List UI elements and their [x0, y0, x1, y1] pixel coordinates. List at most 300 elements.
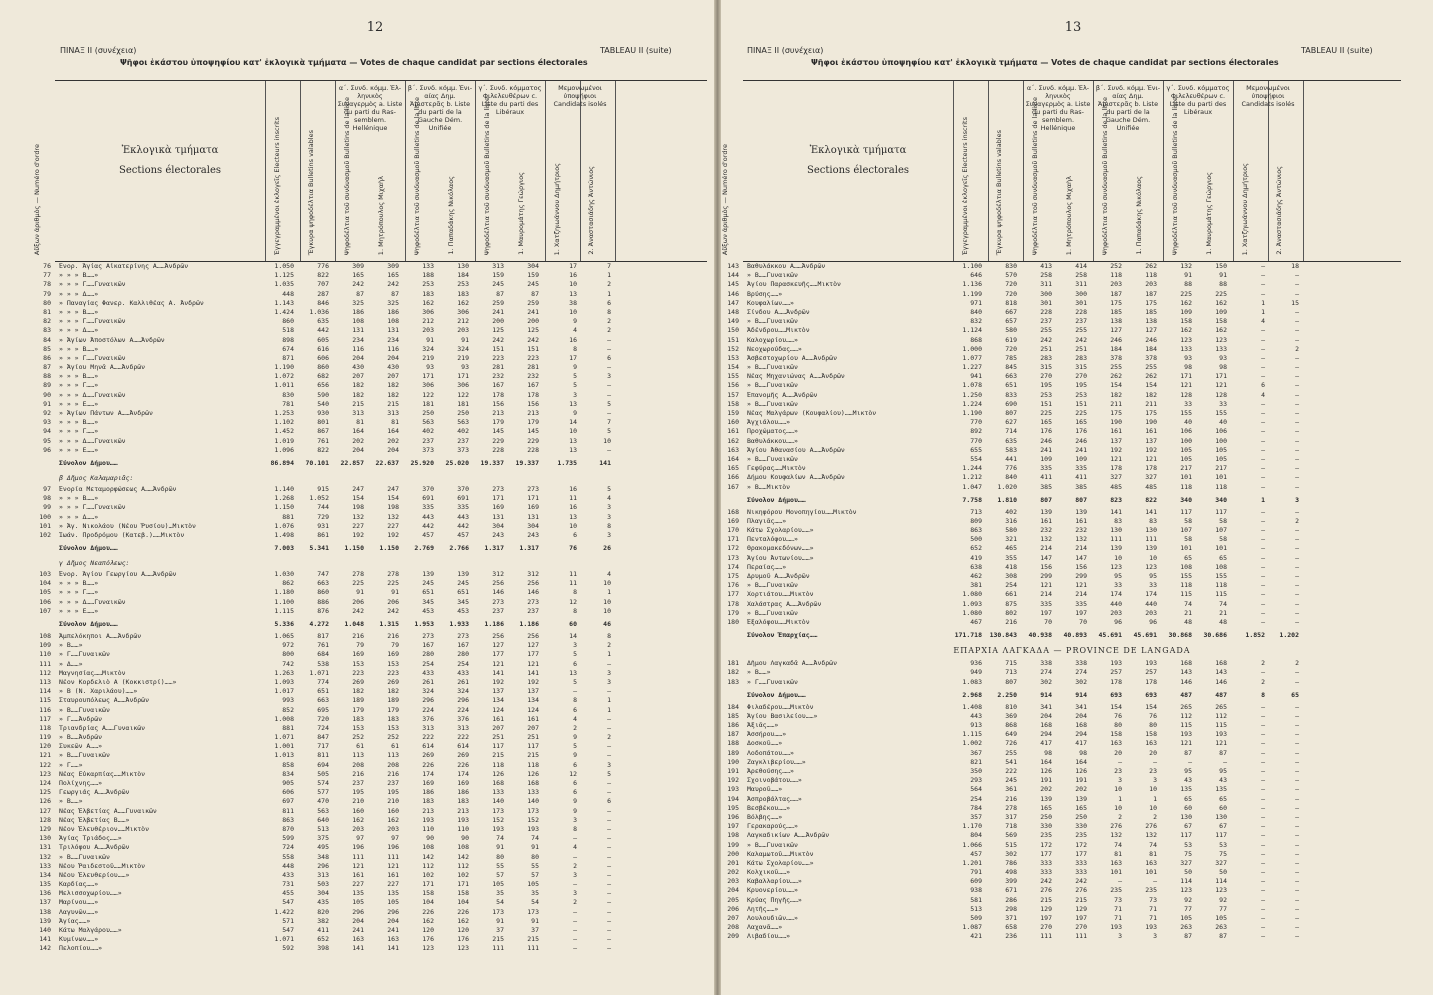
vote-cell: 98 [1219, 363, 1227, 372]
vote-cell: 83 [1149, 516, 1157, 525]
vote-cell: 724 [317, 723, 329, 732]
vote-cell: 112 [1180, 711, 1192, 720]
section-name: Θρακομακεδόνων……» [747, 544, 814, 553]
vote-cell: 108 [1180, 562, 1192, 571]
vote-cell: 101 [1215, 544, 1227, 553]
section-name: Ἀδένδρου……Μικτὸν [747, 326, 810, 335]
vote-cell: 1.115 [962, 730, 982, 739]
vote-cell: 151 [527, 344, 539, 353]
section-name: Ἰωάν. Προδρόμου (Κατεβ.)……Μικτὸν [59, 530, 185, 539]
vote-cell: 111 [387, 852, 399, 861]
vote-cell: — [573, 935, 577, 944]
vote-cell: — [1261, 326, 1265, 335]
vote-cell: 375 [317, 834, 329, 843]
vote-cell: 269 [387, 677, 399, 686]
vote-cell: 2 [573, 898, 577, 907]
vote-cell: 340 [1215, 495, 1227, 504]
row-number: 93 [43, 418, 51, 427]
table-ref-fr: TABLEAU II (suite) [600, 46, 672, 55]
vote-cell: 140 [527, 797, 539, 806]
vote-cell: — [1295, 535, 1299, 544]
vote-cell: 150 [1215, 262, 1227, 270]
vote-cell: 65 [1184, 794, 1192, 803]
vote-cell: 203 [352, 824, 364, 833]
vote-cell: 197 [1040, 608, 1052, 617]
table-row [43, 436, 707, 446]
vote-cell: 87 [356, 289, 364, 298]
vote-cell: — [607, 390, 611, 399]
table-row [43, 335, 707, 345]
vote-cell: 280 [457, 650, 469, 659]
table-row [727, 923, 1401, 932]
vote-cell: 225 [1040, 409, 1052, 417]
vote-cell: 182 [387, 390, 399, 399]
table-row [39, 769, 707, 779]
vote-cell: — [1295, 812, 1299, 821]
vote-cell: 154 [1145, 702, 1157, 711]
vote-cell: 174 [457, 769, 469, 778]
vote-cell: 881 [282, 723, 294, 732]
section-name: Προχώματος……» [747, 427, 798, 436]
vote-cell: 691 [457, 494, 469, 503]
vote-cell: 5 [573, 372, 577, 381]
vote-cell: 1.011 [274, 381, 294, 390]
vote-cell: 19.337 [480, 458, 504, 467]
vote-cell: — [1261, 289, 1265, 298]
vote-cell: 217 [1215, 464, 1227, 473]
vote-cell: 92 [1219, 895, 1227, 904]
vote-cell: 385 [1040, 482, 1052, 491]
vote-cell: 606 [317, 353, 329, 362]
vote-cell: 235 [1075, 831, 1087, 840]
vote-cell: 16 [569, 271, 577, 280]
vote-cell: 171 [1215, 372, 1227, 381]
vote-cell: — [1261, 617, 1265, 626]
vote-cell: 139 [1075, 507, 1087, 516]
section-name: Ἄγίου Παρασκευῆς……Μικτὸν [747, 280, 841, 289]
vote-cell: 1 [607, 705, 611, 714]
table-row [727, 895, 1401, 905]
vote-cell: — [607, 751, 611, 760]
vote-cell: 70 [1044, 617, 1052, 626]
vote-cell: 134 [527, 696, 539, 705]
vote-cell: 3 [607, 760, 611, 769]
vote-cell: — [1261, 711, 1265, 720]
vote-cell: 241 [1075, 445, 1087, 454]
vote-cell: 4 [607, 570, 611, 579]
vote-cell: — [1261, 702, 1265, 711]
vote-cell: 1.810 [997, 495, 1017, 504]
vote-cell: 158 [422, 889, 434, 898]
vote-cell: 1.071 [274, 935, 294, 944]
vote-cell: 153 [387, 723, 399, 732]
vote-cell: 485 [1145, 482, 1157, 491]
vote-cell: 276 [1110, 822, 1122, 831]
vote-cell: 287 [317, 289, 329, 298]
section-name: » Β……Μικτὸν [747, 482, 791, 491]
column-rule [1303, 81, 1304, 261]
vote-cell: 577 [317, 788, 329, 797]
row-number: 194 [727, 794, 739, 803]
vote-cell: 121 [527, 659, 539, 668]
vote-cell: 127 [1110, 326, 1122, 335]
row-number: 183 [727, 677, 739, 686]
vote-cell: 241 [387, 926, 399, 934]
vote-cell: 110 [457, 824, 469, 833]
vote-cell: 259 [527, 298, 539, 307]
vote-cell: 5 [607, 427, 611, 436]
vote-cell: 273 [422, 632, 434, 640]
page-number: 13 [1064, 20, 1082, 35]
vote-cell: 361 [1005, 785, 1017, 794]
vote-cell: — [607, 843, 611, 852]
vote-cell: 219 [422, 353, 434, 362]
vote-cell: 770 [970, 418, 982, 427]
vote-cell: 304 [317, 889, 329, 898]
row-number: 111 [39, 659, 51, 668]
page-number: 12 [366, 20, 384, 35]
vote-cell: 232 [1075, 526, 1087, 535]
vote-cell: 117 [1215, 831, 1227, 840]
vote-cell: 330 [1075, 822, 1087, 831]
section-name: Δήμου Κουφαλίων Α……Ἀνδρῶν [747, 473, 845, 482]
vote-cell: — [607, 659, 611, 668]
vote-cell: 1.125 [274, 271, 294, 280]
vote-cell: 308 [1005, 572, 1017, 580]
vote-cell: 33 [1219, 399, 1227, 408]
section-name: » Β (Ν. Χαριλάου)……» [59, 687, 138, 696]
vote-cell: 278 [387, 570, 399, 579]
vote-cell: 113 [387, 751, 399, 760]
vote-cell: 2 [607, 733, 611, 742]
vote-cell: — [1295, 858, 1299, 867]
vote-cell: 242 [1040, 335, 1052, 344]
vote-cell: — [1295, 877, 1299, 886]
vote-cell: 807 [1005, 409, 1017, 417]
vote-cell: 1.933 [449, 620, 469, 628]
section-name: Κρύας Πηγῆς……» [747, 895, 802, 904]
table-row [39, 797, 707, 806]
vote-cell: 151 [492, 344, 504, 353]
vote-cell: 13 [569, 436, 577, 445]
vote-cell: 325 [387, 298, 399, 307]
vote-cell: 130 [457, 262, 469, 270]
vote-cell: — [573, 852, 577, 861]
vote-cell: 118 [492, 760, 504, 769]
vote-cell: 91 [1184, 271, 1192, 280]
vote-cell: 242 [352, 606, 364, 615]
vote-cell: 214 [1040, 590, 1052, 599]
vote-cell: 341 [1040, 702, 1052, 711]
vote-cell: 509 [970, 914, 982, 922]
vote-cell: 124 [492, 705, 504, 714]
vote-cell: 162 [1180, 326, 1192, 335]
vote-cell: 411 [317, 926, 329, 934]
vote-cell: — [607, 742, 611, 751]
vote-cell: 868 [970, 335, 982, 344]
vote-cell: 254 [457, 659, 469, 668]
vote-cell: 117 [492, 742, 504, 751]
vote-cell: 215 [527, 751, 539, 760]
vote-cell: 930 [317, 409, 329, 417]
vote-cell: 177 [1075, 849, 1087, 858]
vote-cell: 241 [492, 307, 504, 316]
vote-cell: 141 [387, 944, 399, 953]
column-header: 1. Παπαδάκης Νικόλαος [1135, 176, 1143, 255]
district-heading [55, 556, 707, 570]
vote-cell: 111 [1110, 535, 1122, 544]
vote-cell: 306 [422, 381, 434, 390]
row-number: 169 [727, 516, 739, 525]
vote-cell: 141 [1145, 507, 1157, 516]
vote-cell: — [1295, 767, 1299, 775]
vote-cell: 127 [527, 641, 539, 650]
vote-cell: — [607, 687, 611, 696]
vote-cell: 256 [527, 579, 539, 588]
vote-cell: 79 [391, 641, 399, 650]
vote-cell: 574 [317, 779, 329, 787]
vote-cell: 1.268 [274, 494, 294, 503]
section-name: » » » Δ……» [59, 512, 99, 521]
vote-cell: — [1261, 482, 1265, 491]
vote-cell: — [1295, 608, 1299, 617]
vote-cell: — [1261, 730, 1265, 739]
vote-cell: 9 [573, 363, 577, 372]
section-name: » Β……» [59, 641, 83, 650]
vote-cell: — [607, 861, 611, 870]
vote-cell: 330 [1040, 822, 1052, 831]
vote-cell: 105 [492, 880, 504, 889]
section-name: Καβαλλαρίου……» [747, 877, 802, 886]
vote-cell: 35 [531, 889, 539, 898]
vote-cell: 1.735 [557, 458, 577, 467]
section-name: Λαγκαδικίων Α……Ἀνδρῶν [747, 831, 830, 840]
row-number: 144 [727, 271, 739, 280]
row-number: 130 [39, 834, 51, 843]
vote-cell: — [1295, 677, 1299, 686]
vote-cell: 1.077 [962, 353, 982, 362]
section-name: Κάτω Σχολαρίου……» [747, 526, 814, 535]
column-header: 1. Παπαδάκης Νικόλαος [447, 176, 455, 255]
vote-cell: 6 [573, 779, 577, 787]
vote-cell: 1.199 [962, 289, 982, 298]
vote-cell: 802 [1005, 608, 1017, 617]
vote-cell: 121 [1040, 581, 1052, 590]
vote-cell: 187 [1110, 289, 1122, 298]
vote-cell: 179 [352, 705, 364, 714]
vote-cell: 10 [1114, 785, 1122, 794]
vote-cell: 583 [1005, 445, 1017, 454]
vote-cell: 151 [1040, 399, 1052, 408]
vote-cell: 207 [527, 723, 539, 732]
vote-cell: 1.048 [344, 620, 364, 628]
vote-cell: 45.691 [1098, 631, 1122, 640]
vote-cell: 905 [282, 779, 294, 787]
vote-cell: 203 [1110, 280, 1122, 289]
vote-cell: 671 [1005, 886, 1017, 895]
table-row [39, 889, 707, 898]
vote-cell: 198 [387, 503, 399, 512]
vote-cell: 61 [391, 742, 399, 751]
vote-cell: 241 [527, 307, 539, 316]
vote-cell: 941 [970, 372, 982, 381]
vote-cell: 154 [1110, 381, 1122, 390]
vote-cell: — [607, 788, 611, 797]
vote-cell: — [607, 916, 611, 925]
vote-cell: 217 [1180, 464, 1192, 473]
vote-cell: 265 [1180, 702, 1192, 711]
vote-cell: — [1261, 516, 1265, 525]
vote-cell: 97 [356, 834, 364, 843]
vote-cell: 263 [1215, 923, 1227, 932]
vote-cell: 251 [492, 733, 504, 742]
section-name: Μαρίνου……» [59, 898, 99, 907]
vote-cell: 822 [1145, 495, 1157, 504]
section-name: Νέας Ἐλβετίας Β……» [59, 815, 130, 824]
section-name: Βαθυλάκκου Α……Ἀνδρῶν [747, 262, 826, 270]
vote-cell: 65 [1219, 794, 1227, 803]
vote-cell: 236 [1005, 932, 1017, 941]
row-number: 103 [39, 570, 51, 579]
section-name: Μαυροῦ……» [747, 785, 783, 794]
vote-cell: 175 [1110, 409, 1122, 417]
vote-cell: 237 [527, 606, 539, 615]
row-number: 162 [727, 436, 739, 445]
vote-cell: 234 [387, 335, 399, 344]
row-number: 199 [727, 840, 739, 849]
table-row [43, 344, 707, 354]
vote-cell: 304 [527, 521, 539, 530]
vote-cell: 860 [317, 363, 329, 372]
row-number: 109 [39, 641, 51, 650]
section-name: Ἀσπροβάλτας……» [747, 794, 802, 803]
vote-cell: 614 [457, 742, 469, 751]
vote-cell: 164 [387, 427, 399, 436]
vote-cell: 306 [457, 307, 469, 316]
vote-cell: 442 [422, 521, 434, 530]
vote-cell: 10 [1114, 553, 1122, 562]
vote-cell: 1.030 [274, 570, 294, 579]
vote-cell: 76 [1114, 711, 1122, 720]
vote-cell: 101 [1110, 868, 1122, 877]
vote-cell: — [1261, 721, 1265, 730]
column-header: Ἐγγεγραμμένοι ἐκλογεῖς Electeurs inscrits [273, 117, 281, 255]
vote-cell: 1.066 [962, 840, 982, 849]
vote-cell: — [607, 870, 611, 879]
vote-cell: 270 [1040, 372, 1052, 381]
vote-cell: — [1261, 399, 1265, 408]
vote-cell: 538 [317, 659, 329, 668]
vote-cell: 211 [1110, 399, 1122, 408]
vote-cell: 1.102 [274, 418, 294, 427]
vote-cell: 25.020 [445, 458, 469, 467]
vote-cell: 58 [1184, 516, 1192, 525]
vote-cell: 655 [970, 445, 982, 454]
vote-cell: 20 [1114, 748, 1122, 757]
table-row [43, 317, 707, 326]
vote-cell: 327 [1215, 858, 1227, 867]
vote-cell: 179 [527, 418, 539, 427]
row-number: 95 [43, 436, 51, 445]
vote-cell: 153 [387, 659, 399, 668]
table-row [727, 436, 1401, 446]
vote-cell: 467 [970, 617, 982, 626]
vote-cell: 3 [607, 512, 611, 521]
vote-cell: 807 [1005, 677, 1017, 686]
section-name: Πλαγιᾶς……» [747, 516, 787, 525]
vote-cell: 770 [970, 436, 982, 445]
vote-cell: 1 [607, 271, 611, 280]
vote-cell: — [1295, 785, 1299, 794]
vote-cell: 189 [352, 696, 364, 705]
vote-cell: 421 [970, 932, 982, 941]
section-name: Βεσβέκου……» [747, 803, 791, 812]
vote-cell: 132 [1145, 831, 1157, 840]
vote-cell: 243 [527, 530, 539, 539]
vote-cell: 183 [352, 714, 364, 723]
vote-cell: 237 [387, 779, 399, 787]
vote-cell: 6 [573, 705, 577, 714]
vote-cell: 105 [1180, 914, 1192, 922]
vote-cell: 1.317 [519, 544, 539, 553]
vote-cell: 262 [1145, 372, 1157, 381]
vote-cell: 131 [352, 326, 364, 335]
section-name: » Παναγίας Φανερ. Καλλιθέας Α. Ἀνδρῶν [59, 298, 204, 307]
vote-cell: 663 [1005, 372, 1017, 381]
vote-cell: — [1295, 581, 1299, 590]
vote-cell: 135 [352, 889, 364, 898]
vote-cell: 2 [607, 641, 611, 650]
row-number: 152 [727, 344, 739, 353]
column-header: Ψηφοδέλτια τοῦ συνδυασμοῦ Bulletins de la liste [1031, 96, 1039, 255]
section-name: Γεωργιάς Α……Ἀνδρῶν [59, 788, 130, 797]
vote-cell: 177 [527, 650, 539, 659]
vote-cell: 313 [317, 870, 329, 879]
vote-cell: — [1295, 776, 1299, 785]
vote-cell: 635 [1005, 436, 1017, 445]
table-row [727, 794, 1401, 804]
vote-cell: 164 [1075, 757, 1087, 766]
table-row [727, 831, 1401, 840]
vote-cell: — [1261, 599, 1265, 608]
row-number: 140 [39, 926, 51, 934]
column-header: 1. Μαυρομάτης Γεώργιος [517, 172, 525, 255]
section-name: Νέον Ἐλευθέριον……Μικτὸν [59, 824, 150, 833]
vote-cell: 183 [422, 289, 434, 298]
vote-cell: — [1295, 507, 1299, 516]
vote-cell: 10 [603, 579, 611, 588]
row-number: 171 [727, 535, 739, 544]
section-name: » Β……Γυναικῶν [747, 399, 798, 408]
vote-cell: 1.315 [379, 620, 399, 628]
column-rule [1163, 81, 1164, 261]
vote-cell: — [1261, 668, 1265, 677]
vote-cell: 333 [1075, 868, 1087, 877]
table-row [727, 932, 1401, 941]
vote-cell: 1.190 [274, 363, 294, 372]
vote-cell: 350 [970, 767, 982, 775]
table-row [43, 381, 707, 390]
vote-cell: 13 [569, 668, 577, 677]
vote-cell: 269 [422, 751, 434, 760]
vote-cell: 1.143 [274, 298, 294, 307]
vote-cell: 294 [1040, 730, 1052, 739]
row-number: 112 [39, 668, 51, 677]
vote-cell: 162 [352, 815, 364, 824]
vote-cell: 186 [352, 307, 364, 316]
vote-cell: 563 [317, 806, 329, 815]
table-row [727, 427, 1401, 436]
